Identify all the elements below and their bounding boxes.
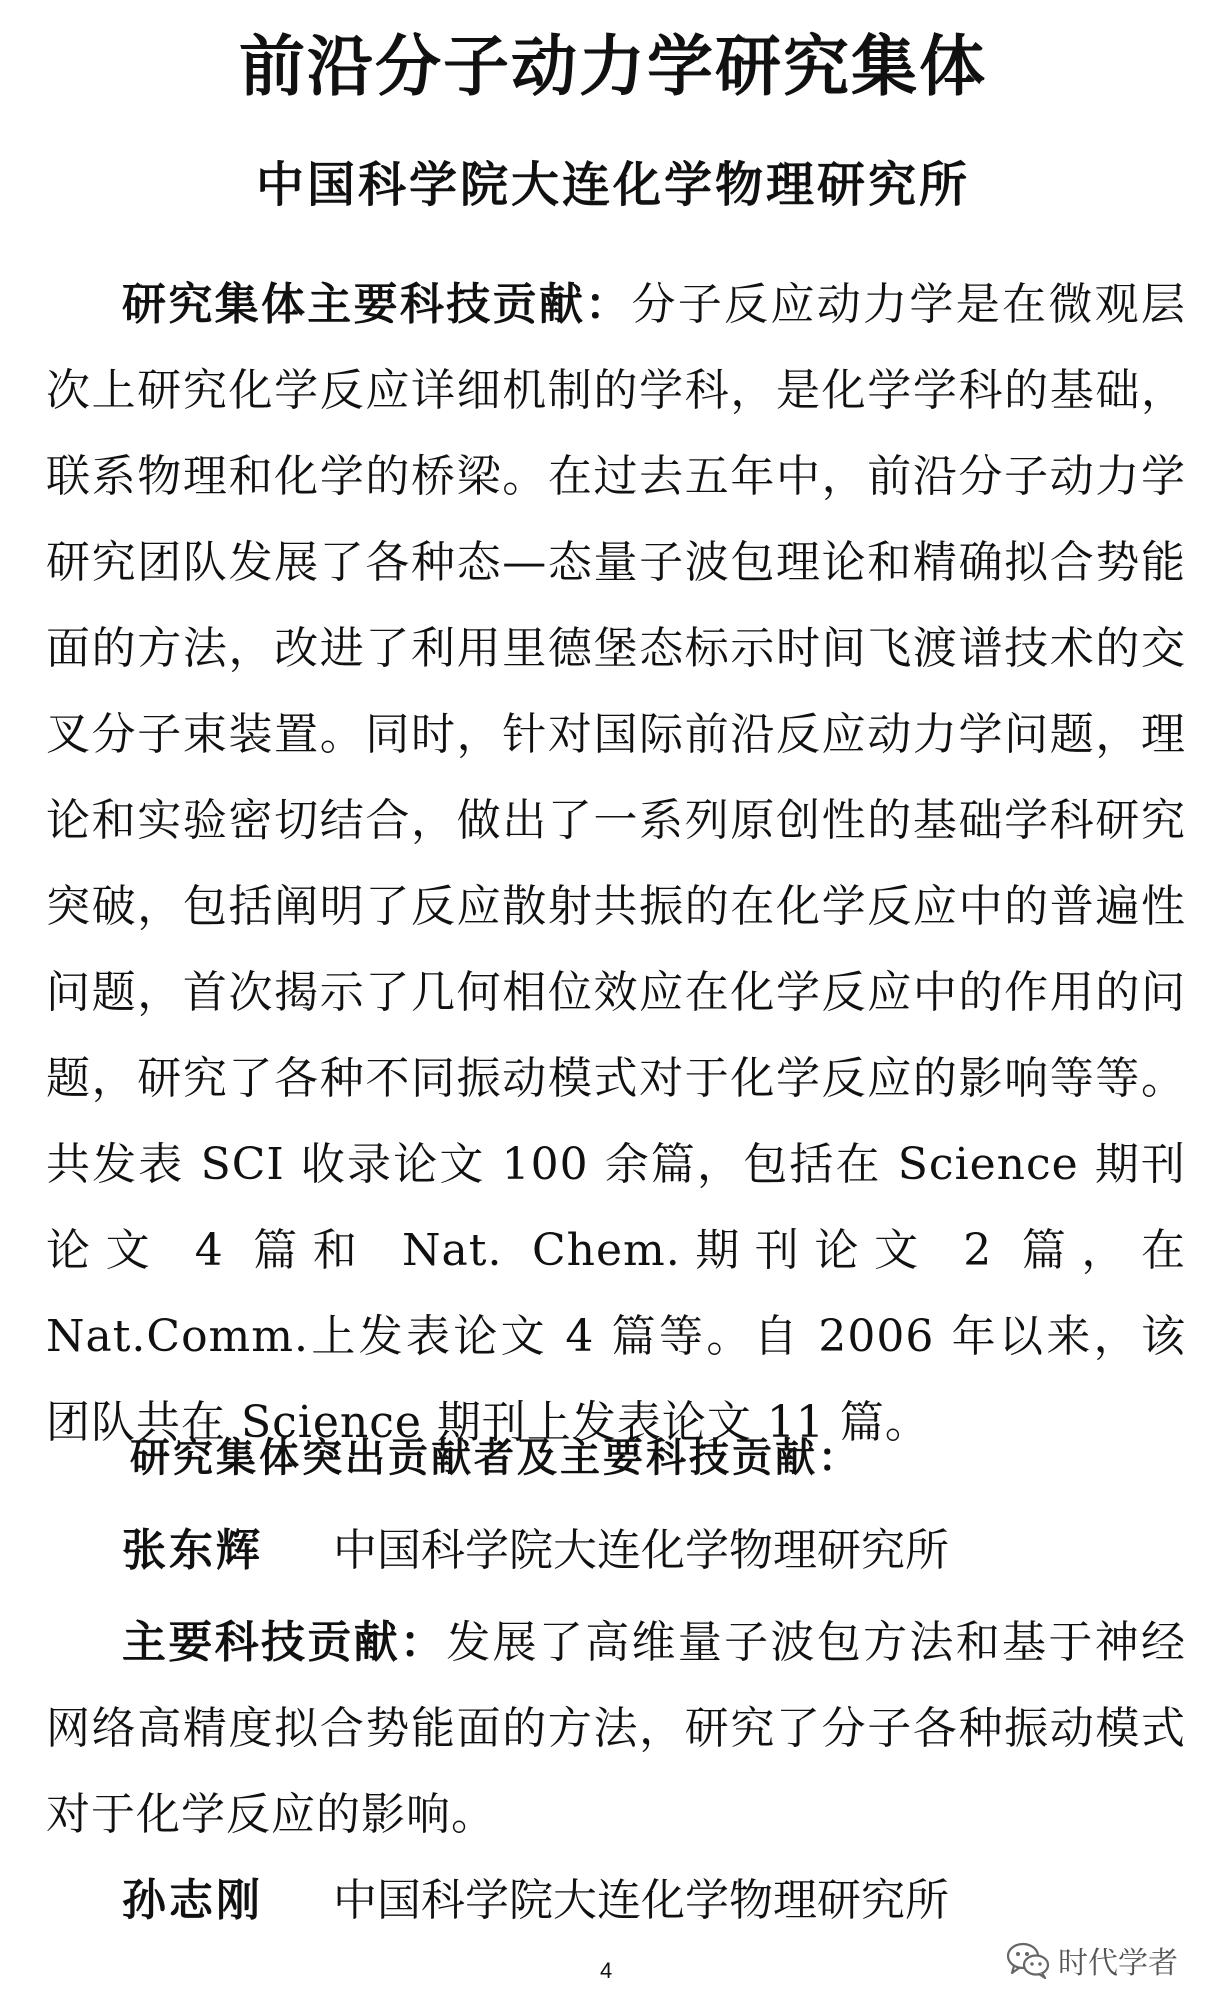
page-number: 4 [600, 1958, 613, 1983]
contributor-line [122, 1869, 949, 1933]
page-title: 前沿分子动力学研究集体 [239, 28, 987, 105]
main-contribution-label: 研究集体主要科技贡献： [122, 279, 632, 330]
main-contribution-paragraph [46, 262, 1186, 1466]
contributor-name: 张东辉 [122, 1525, 263, 1576]
contributor-name: 孙志刚 [122, 1875, 263, 1926]
main-contribution-text: 分子反应动力学是在微观层次上研究化学反应详细机制的学科，是化学学科的基础，联系物理和化学的桥梁。在过去五年中，前沿分子动力学研究团队发展了各种态—态量子波包理论和精确拟合势能面的方法，改进了利用里德堡态标示时间飞渡谱技术的交叉分子束装置。同时，针对国际前沿反应动力学问题，理论和实验密切结合，做出了一系列原创性的基础学科研究突破，包括阐明了反应散射共振的在化学反应中的普遍性问题，首次揭示了几何相位效应在化学反应中的作用的问题，研究了各种不同振动模式对于化学反应的影响等等。共发表 SCI 收录论文 100 余篇，包括在 Science 期刊论文 4 篇和 Nat. Chem.期刊论文 2 篇，在 Nat.Comm.上发表论文 4 篇等。自 2006 年以来，该团队共在 Science 期刊上发表论文 11 篇。 [46, 279, 1186, 1448]
institution-subtitle: 中国科学院大连化学物理研究所 [255, 157, 970, 213]
wechat-icon [1006, 1941, 1050, 1979]
contribution-label: 主要科技贡献： [122, 1617, 447, 1668]
contributor-affiliation: 中国科学院大连化学物理研究所 [333, 1525, 949, 1576]
contributors-heading: 研究集体突出贡献者及主要科技贡献： [130, 1434, 861, 1481]
contributor-contribution [46, 1600, 1186, 1858]
contributor-affiliation: 中国科学院大连化学物理研究所 [333, 1875, 949, 1926]
contributor-line [122, 1519, 949, 1583]
watermark-text: 时代学者 [1058, 1946, 1178, 1981]
wechat-watermark [1006, 1938, 1178, 1982]
contribution-text: 发展了高维量子波包方法和基于神经网络高精度拟合势能面的方法，研究了分子各种振动模式对于化学反应的影响。 [46, 1617, 1187, 1840]
